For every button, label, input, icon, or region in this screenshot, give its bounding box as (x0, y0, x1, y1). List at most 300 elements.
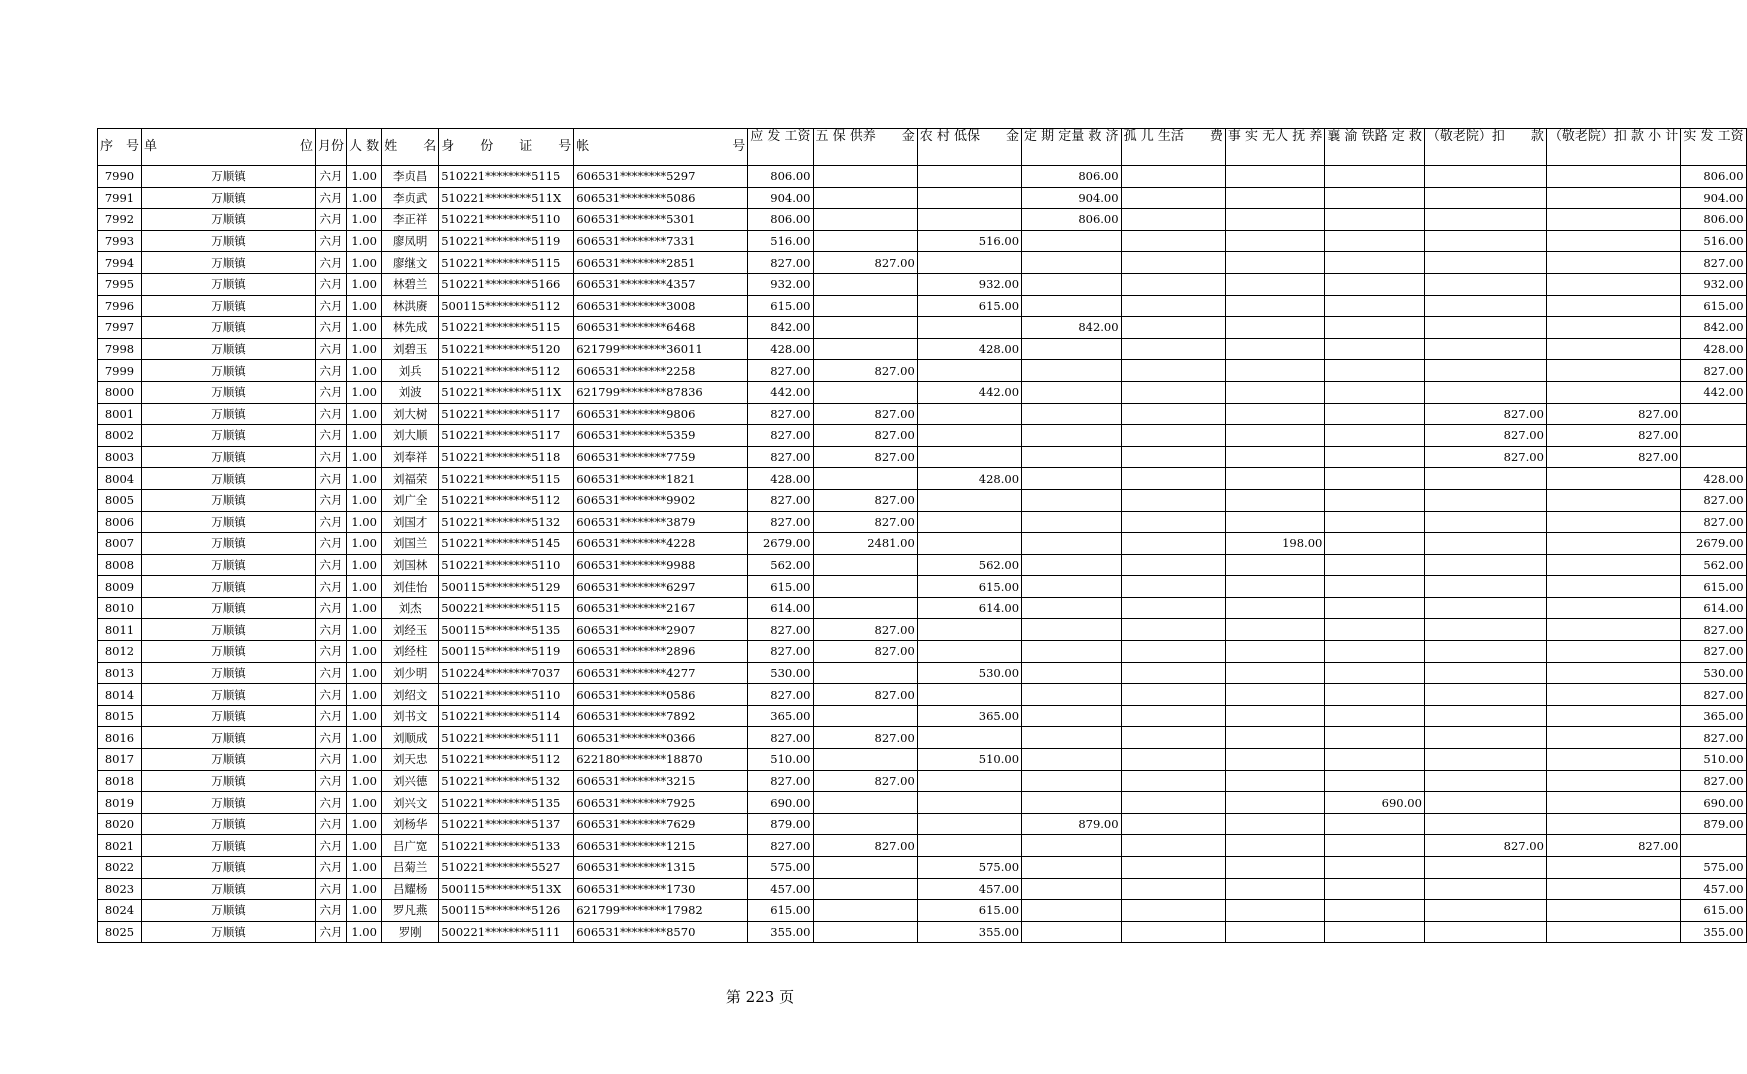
cell-net-pay: 575.00 (1681, 857, 1746, 879)
cell-id-number: 510221********5120 (439, 338, 574, 360)
cell-count: 1.00 (347, 662, 382, 684)
cell-nursing-home-deduction-subtotal (1546, 641, 1680, 663)
cell-rural-dibao: 442.00 (917, 381, 1021, 403)
cell-de-facto-orphan (1225, 813, 1325, 835)
cell-month: 六月 (316, 662, 347, 684)
cell-nursing-home-deduction (1424, 619, 1546, 641)
cell-seq: 8014 (98, 684, 142, 706)
cell-net-pay: 827.00 (1681, 684, 1746, 706)
cell-id-number: 510224********7037 (439, 662, 574, 684)
cell-account: 621799********87836 (574, 381, 748, 403)
cell-unit: 万顺镇 (142, 446, 316, 468)
cell-id-number: 510221********5110 (439, 684, 574, 706)
cell-nursing-home-deduction-subtotal (1546, 166, 1680, 188)
cell-five-guarantee: 827.00 (813, 252, 917, 274)
cell-name: 刘少明 (382, 662, 439, 684)
cell-xiangyu-railway (1325, 468, 1425, 490)
cell-id-number: 510221********5132 (439, 511, 574, 533)
cell-id-number: 510221********5115 (439, 317, 574, 339)
cell-five-guarantee: 827.00 (813, 425, 917, 447)
header-xiangyu-railway: 襄 渝 铁路 定 救 (1325, 129, 1425, 166)
cell-name: 刘波 (382, 381, 439, 403)
table-row (98, 511, 1747, 533)
cell-name: 廖继文 (382, 252, 439, 274)
cell-unit: 万顺镇 (142, 489, 316, 511)
cell-five-guarantee (813, 468, 917, 490)
cell-nursing-home-deduction (1424, 857, 1546, 879)
cell-month: 六月 (316, 446, 347, 468)
cell-rural-dibao (917, 317, 1021, 339)
cell-account: 606531********7892 (574, 705, 748, 727)
cell-seq: 7999 (98, 360, 142, 382)
cell-nursing-home-deduction (1424, 749, 1546, 771)
cell-account: 606531********1215 (574, 835, 748, 857)
cell-gross-pay: 827.00 (748, 489, 813, 511)
cell-nursing-home-deduction (1424, 230, 1546, 252)
cell-rural-dibao (917, 684, 1021, 706)
cell-fixed-relief (1022, 230, 1122, 252)
cell-nursing-home-deduction: 827.00 (1424, 425, 1546, 447)
cell-five-guarantee (813, 662, 917, 684)
table-row (98, 770, 1747, 792)
cell-nursing-home-deduction-subtotal (1546, 533, 1680, 555)
cell-name: 林碧兰 (382, 273, 439, 295)
cell-five-guarantee: 827.00 (813, 619, 917, 641)
cell-nursing-home-deduction (1424, 684, 1546, 706)
cell-xiangyu-railway (1325, 835, 1425, 857)
cell-nursing-home-deduction-subtotal (1546, 381, 1680, 403)
cell-fixed-relief: 806.00 (1022, 209, 1122, 231)
cell-seq: 7992 (98, 209, 142, 231)
table-row (98, 597, 1747, 619)
cell-account: 606531********2851 (574, 252, 748, 274)
cell-five-guarantee (813, 209, 917, 231)
cell-nursing-home-deduction-subtotal (1546, 619, 1680, 641)
cell-seq: 8010 (98, 597, 142, 619)
cell-unit: 万顺镇 (142, 468, 316, 490)
cell-nursing-home-deduction-subtotal (1546, 684, 1680, 706)
table-row (98, 835, 1747, 857)
cell-net-pay (1681, 835, 1746, 857)
cell-month: 六月 (316, 381, 347, 403)
cell-count: 1.00 (347, 813, 382, 835)
cell-orphan-living (1121, 381, 1225, 403)
cell-gross-pay: 827.00 (748, 403, 813, 425)
cell-id-number: 510221********5119 (439, 230, 574, 252)
cell-month: 六月 (316, 597, 347, 619)
cell-orphan-living (1121, 338, 1225, 360)
cell-account: 606531********3008 (574, 295, 748, 317)
cell-account: 606531********6297 (574, 576, 748, 598)
cell-count: 1.00 (347, 381, 382, 403)
cell-account: 606531********5301 (574, 209, 748, 231)
cell-id-number: 510221********5115 (439, 166, 574, 188)
cell-gross-pay: 827.00 (748, 684, 813, 706)
cell-unit: 万顺镇 (142, 252, 316, 274)
cell-name: 吕菊兰 (382, 857, 439, 879)
cell-name: 刘杨华 (382, 813, 439, 835)
cell-xiangyu-railway (1325, 878, 1425, 900)
cell-account: 606531********5359 (574, 425, 748, 447)
cell-five-guarantee (813, 187, 917, 209)
cell-rural-dibao (917, 619, 1021, 641)
cell-id-number: 510221********5117 (439, 403, 574, 425)
cell-nursing-home-deduction (1424, 252, 1546, 274)
cell-net-pay: 615.00 (1681, 576, 1746, 598)
cell-five-guarantee: 827.00 (813, 770, 917, 792)
cell-account: 606531********0586 (574, 684, 748, 706)
cell-net-pay: 442.00 (1681, 381, 1746, 403)
cell-account: 606531********6468 (574, 317, 748, 339)
cell-rural-dibao: 932.00 (917, 273, 1021, 295)
table-row (98, 857, 1747, 879)
cell-month: 六月 (316, 749, 347, 771)
cell-month: 六月 (316, 230, 347, 252)
cell-id-number: 510221********5110 (439, 209, 574, 231)
cell-seq: 7995 (98, 273, 142, 295)
cell-unit: 万顺镇 (142, 425, 316, 447)
cell-de-facto-orphan (1225, 209, 1325, 231)
cell-name: 刘顺成 (382, 727, 439, 749)
table-row (98, 166, 1747, 188)
cell-orphan-living (1121, 900, 1225, 922)
cell-de-facto-orphan (1225, 187, 1325, 209)
cell-five-guarantee: 2481.00 (813, 533, 917, 555)
cell-account: 606531********2907 (574, 619, 748, 641)
cell-unit: 万顺镇 (142, 554, 316, 576)
cell-gross-pay: 827.00 (748, 727, 813, 749)
cell-rural-dibao (917, 425, 1021, 447)
cell-count: 1.00 (347, 166, 382, 188)
cell-gross-pay: 827.00 (748, 425, 813, 447)
cell-nursing-home-deduction-subtotal (1546, 489, 1680, 511)
cell-net-pay: 827.00 (1681, 770, 1746, 792)
table-row (98, 230, 1747, 252)
cell-xiangyu-railway (1325, 533, 1425, 555)
cell-fixed-relief: 904.00 (1022, 187, 1122, 209)
cell-nursing-home-deduction (1424, 813, 1546, 835)
cell-xiangyu-railway (1325, 705, 1425, 727)
cell-count: 1.00 (347, 857, 382, 879)
cell-rural-dibao (917, 727, 1021, 749)
cell-unit: 万顺镇 (142, 770, 316, 792)
cell-name: 刘天忠 (382, 749, 439, 771)
header-name: 姓 名 (382, 129, 439, 166)
cell-seq: 8008 (98, 554, 142, 576)
cell-unit: 万顺镇 (142, 187, 316, 209)
cell-gross-pay: 614.00 (748, 597, 813, 619)
cell-de-facto-orphan (1225, 489, 1325, 511)
cell-seq: 8012 (98, 641, 142, 663)
cell-net-pay: 355.00 (1681, 921, 1746, 943)
cell-seq: 8001 (98, 403, 142, 425)
cell-name: 李贞武 (382, 187, 439, 209)
cell-five-guarantee (813, 273, 917, 295)
cell-seq: 8002 (98, 425, 142, 447)
cell-id-number: 510221********5115 (439, 252, 574, 274)
cell-nursing-home-deduction (1424, 468, 1546, 490)
cell-net-pay (1681, 446, 1746, 468)
cell-seq: 8016 (98, 727, 142, 749)
cell-rural-dibao: 510.00 (917, 749, 1021, 771)
table-row (98, 252, 1747, 274)
cell-gross-pay: 428.00 (748, 338, 813, 360)
cell-rural-dibao (917, 252, 1021, 274)
cell-fixed-relief (1022, 835, 1122, 857)
cell-nursing-home-deduction-subtotal (1546, 576, 1680, 598)
header-nursing-home-deduction-subtotal: （敬老院）扣 款 小 计 (1546, 129, 1680, 166)
cell-month: 六月 (316, 425, 347, 447)
cell-orphan-living (1121, 360, 1225, 382)
cell-fixed-relief (1022, 770, 1122, 792)
cell-gross-pay: 827.00 (748, 770, 813, 792)
cell-name: 刘国才 (382, 511, 439, 533)
cell-orphan-living (1121, 921, 1225, 943)
cell-five-guarantee (813, 597, 917, 619)
cell-five-guarantee (813, 900, 917, 922)
cell-orphan-living (1121, 468, 1225, 490)
cell-account: 606531********7331 (574, 230, 748, 252)
cell-xiangyu-railway (1325, 403, 1425, 425)
cell-seq: 8025 (98, 921, 142, 943)
cell-name: 刘国林 (382, 554, 439, 576)
header-row (98, 129, 1747, 166)
cell-de-facto-orphan (1225, 921, 1325, 943)
table-row (98, 684, 1747, 706)
cell-de-facto-orphan (1225, 641, 1325, 663)
cell-orphan-living (1121, 295, 1225, 317)
cell-nursing-home-deduction (1424, 792, 1546, 814)
cell-gross-pay: 690.00 (748, 792, 813, 814)
cell-seq: 7990 (98, 166, 142, 188)
cell-fixed-relief (1022, 792, 1122, 814)
cell-unit: 万顺镇 (142, 166, 316, 188)
table-row (98, 295, 1747, 317)
cell-fixed-relief (1022, 619, 1122, 641)
cell-de-facto-orphan (1225, 425, 1325, 447)
cell-unit: 万顺镇 (142, 381, 316, 403)
cell-orphan-living (1121, 187, 1225, 209)
cell-nursing-home-deduction-subtotal: 827.00 (1546, 403, 1680, 425)
cell-xiangyu-railway (1325, 662, 1425, 684)
cell-de-facto-orphan (1225, 252, 1325, 274)
cell-account: 606531********7759 (574, 446, 748, 468)
table-row (98, 662, 1747, 684)
cell-month: 六月 (316, 209, 347, 231)
cell-five-guarantee: 827.00 (813, 511, 917, 533)
cell-net-pay: 827.00 (1681, 252, 1746, 274)
cell-gross-pay: 827.00 (748, 252, 813, 274)
table-row (98, 209, 1747, 231)
cell-fixed-relief (1022, 511, 1122, 533)
cell-month: 六月 (316, 166, 347, 188)
cell-net-pay: 428.00 (1681, 468, 1746, 490)
cell-five-guarantee: 827.00 (813, 489, 917, 511)
cell-seq: 7998 (98, 338, 142, 360)
cell-name: 刘杰 (382, 597, 439, 619)
cell-name: 刘兵 (382, 360, 439, 382)
cell-rural-dibao (917, 446, 1021, 468)
cell-account: 606531********5086 (574, 187, 748, 209)
cell-unit: 万顺镇 (142, 295, 316, 317)
cell-name: 廖凤明 (382, 230, 439, 252)
cell-id-number: 510221********511X (439, 187, 574, 209)
cell-count: 1.00 (347, 921, 382, 943)
cell-unit: 万顺镇 (142, 360, 316, 382)
cell-account: 606531********4277 (574, 662, 748, 684)
cell-name: 刘经柱 (382, 641, 439, 663)
cell-fixed-relief (1022, 425, 1122, 447)
table-row (98, 705, 1747, 727)
cell-account: 606531********2167 (574, 597, 748, 619)
cell-gross-pay: 428.00 (748, 468, 813, 490)
cell-nursing-home-deduction (1424, 705, 1546, 727)
cell-name: 罗刚 (382, 921, 439, 943)
cell-rural-dibao: 530.00 (917, 662, 1021, 684)
cell-five-guarantee: 827.00 (813, 684, 917, 706)
cell-account: 606531********8570 (574, 921, 748, 943)
cell-fixed-relief (1022, 468, 1122, 490)
cell-nursing-home-deduction-subtotal (1546, 317, 1680, 339)
cell-name: 林先成 (382, 317, 439, 339)
cell-nursing-home-deduction: 827.00 (1424, 403, 1546, 425)
cell-month: 六月 (316, 511, 347, 533)
cell-five-guarantee: 827.00 (813, 641, 917, 663)
cell-name: 刘奉祥 (382, 446, 439, 468)
cell-fixed-relief (1022, 878, 1122, 900)
cell-xiangyu-railway (1325, 252, 1425, 274)
cell-five-guarantee (813, 749, 917, 771)
table-row (98, 727, 1747, 749)
cell-orphan-living (1121, 273, 1225, 295)
table-row (98, 792, 1747, 814)
page-number: 第 223 页 (725, 988, 795, 1006)
cell-count: 1.00 (347, 403, 382, 425)
cell-orphan-living (1121, 857, 1225, 879)
cell-nursing-home-deduction-subtotal (1546, 554, 1680, 576)
cell-count: 1.00 (347, 489, 382, 511)
cell-net-pay: 457.00 (1681, 878, 1746, 900)
cell-de-facto-orphan (1225, 381, 1325, 403)
cell-account: 606531********1821 (574, 468, 748, 490)
cell-name: 刘福荣 (382, 468, 439, 490)
cell-fixed-relief (1022, 252, 1122, 274)
cell-nursing-home-deduction-subtotal (1546, 921, 1680, 943)
cell-seq: 8018 (98, 770, 142, 792)
cell-de-facto-orphan (1225, 878, 1325, 900)
cell-month: 六月 (316, 900, 347, 922)
table-row (98, 749, 1747, 771)
cell-xiangyu-railway (1325, 425, 1425, 447)
cell-de-facto-orphan (1225, 295, 1325, 317)
cell-orphan-living (1121, 878, 1225, 900)
cell-account: 606531********3879 (574, 511, 748, 533)
cell-month: 六月 (316, 533, 347, 555)
cell-month: 六月 (316, 684, 347, 706)
cell-id-number: 500221********5111 (439, 921, 574, 943)
cell-orphan-living (1121, 619, 1225, 641)
cell-name: 刘经玉 (382, 619, 439, 641)
cell-seq: 7991 (98, 187, 142, 209)
cell-name: 刘绍文 (382, 684, 439, 706)
table-row (98, 360, 1747, 382)
cell-count: 1.00 (347, 792, 382, 814)
cell-net-pay (1681, 403, 1746, 425)
cell-id-number: 510221********5114 (439, 705, 574, 727)
cell-gross-pay: 562.00 (748, 554, 813, 576)
cell-count: 1.00 (347, 597, 382, 619)
cell-id-number: 510221********5527 (439, 857, 574, 879)
cell-seq: 8003 (98, 446, 142, 468)
cell-nursing-home-deduction (1424, 662, 1546, 684)
cell-month: 六月 (316, 187, 347, 209)
cell-nursing-home-deduction-subtotal (1546, 209, 1680, 231)
cell-nursing-home-deduction (1424, 317, 1546, 339)
cell-count: 1.00 (347, 273, 382, 295)
cell-de-facto-orphan (1225, 770, 1325, 792)
cell-de-facto-orphan (1225, 576, 1325, 598)
cell-name: 吕广宽 (382, 835, 439, 857)
table-row (98, 187, 1747, 209)
cell-xiangyu-railway (1325, 273, 1425, 295)
cell-fixed-relief: 842.00 (1022, 317, 1122, 339)
table-row (98, 489, 1747, 511)
cell-net-pay: 615.00 (1681, 295, 1746, 317)
cell-rural-dibao (917, 360, 1021, 382)
table-row (98, 813, 1747, 835)
cell-seq: 7996 (98, 295, 142, 317)
cell-seq: 8000 (98, 381, 142, 403)
cell-unit: 万顺镇 (142, 749, 316, 771)
cell-net-pay: 806.00 (1681, 166, 1746, 188)
cell-de-facto-orphan (1225, 273, 1325, 295)
cell-seq: 8022 (98, 857, 142, 879)
table-row (98, 468, 1747, 490)
cell-fixed-relief (1022, 727, 1122, 749)
cell-unit: 万顺镇 (142, 641, 316, 663)
cell-net-pay: 510.00 (1681, 749, 1746, 771)
cell-five-guarantee: 827.00 (813, 360, 917, 382)
cell-de-facto-orphan (1225, 317, 1325, 339)
cell-xiangyu-railway (1325, 489, 1425, 511)
cell-nursing-home-deduction (1424, 166, 1546, 188)
cell-name: 刘碧玉 (382, 338, 439, 360)
cell-fixed-relief (1022, 900, 1122, 922)
cell-count: 1.00 (347, 684, 382, 706)
cell-count: 1.00 (347, 360, 382, 382)
cell-account: 606531********2258 (574, 360, 748, 382)
cell-rural-dibao: 428.00 (917, 468, 1021, 490)
cell-nursing-home-deduction (1424, 878, 1546, 900)
cell-seq: 8007 (98, 533, 142, 555)
cell-de-facto-orphan (1225, 727, 1325, 749)
cell-de-facto-orphan (1225, 597, 1325, 619)
cell-fixed-relief (1022, 295, 1122, 317)
cell-de-facto-orphan (1225, 446, 1325, 468)
cell-de-facto-orphan (1225, 900, 1325, 922)
cell-orphan-living (1121, 554, 1225, 576)
cell-id-number: 510221********5166 (439, 273, 574, 295)
cell-gross-pay: 442.00 (748, 381, 813, 403)
cell-orphan-living (1121, 576, 1225, 598)
cell-account: 606531********1315 (574, 857, 748, 879)
cell-id-number: 510221********5117 (439, 425, 574, 447)
header-gross-pay: 应 发 工资 (748, 129, 813, 166)
cell-rural-dibao (917, 792, 1021, 814)
cell-count: 1.00 (347, 770, 382, 792)
cell-de-facto-orphan (1225, 338, 1325, 360)
cell-rural-dibao (917, 166, 1021, 188)
